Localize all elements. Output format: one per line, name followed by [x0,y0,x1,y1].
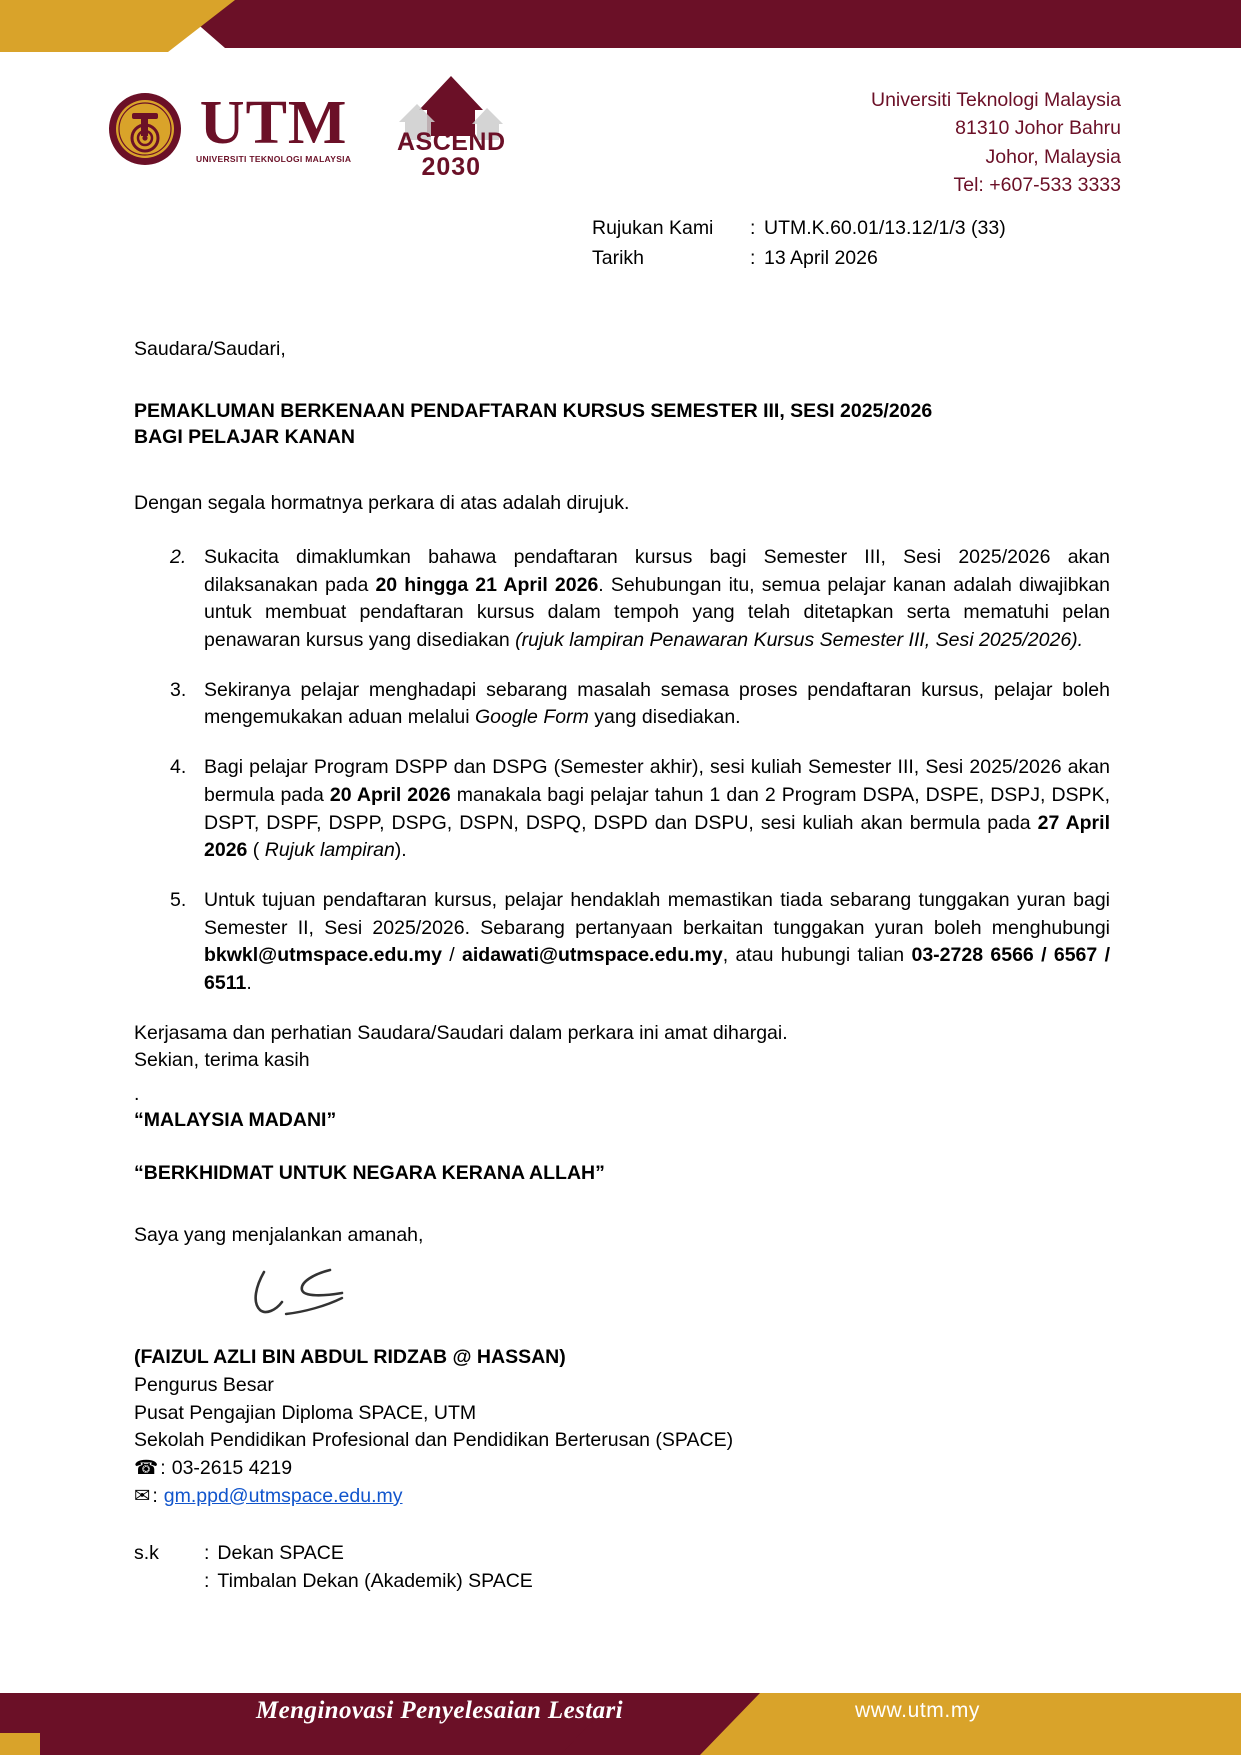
signer-email-row [134,1483,1110,1511]
item-text-part: Sekiranya pelajar menghadapi sebarang masalah semasa proses pendaftaran kursus, pelajar boleh mengemukakan aduan melalui [204,678,1110,729]
phone-separator: : [160,1457,166,1479]
item-text-part: bkwkl@utmspace.edu.my [204,944,442,967]
reference-separator: : [750,217,756,239]
cc-label: s.k [134,1542,159,1565]
utm-wordmark-subtitle: UNIVERSITI TEKNOLOGI MALAYSIA [196,153,352,164]
ascend-year-label: 2030 [421,153,482,181]
item-text-part: Sukacita dimaklumkan bahawa pendaftaran kursus bagi Semester III, Sesi 2025/2026 akan dilaksanakan pada [204,546,1110,596]
signer-name: (FAIZUL AZLI BIN ABDUL RIDZAB @ HASSAN) [134,1346,566,1369]
signer-email-link[interactable]: gm.ppd@utmspace.edu.my [163,1484,403,1507]
ascend-2030-logo [387,74,515,184]
letter-body [134,336,1110,1596]
handwritten-signature [230,1264,1110,1333]
item-number: 4. [170,756,187,779]
slogan-malaysia-madani: “MALAYSIA MADANI” [134,1108,337,1131]
numbered-item [134,677,1110,732]
institution-address [871,86,1121,199]
item-text-part: 20 April 2026 [329,783,451,806]
cc-row-1 [134,1540,1110,1568]
cc-separator-1: : [204,1542,210,1565]
numbered-items-list [134,544,1110,998]
logo-group [108,74,515,184]
numbered-item [134,887,1110,998]
numbered-item [134,754,1110,865]
signer-school: Sekolah Pendidikan Profesional dan Pendidikan Berterusan (SPACE) [134,1429,734,1452]
cc-block [134,1540,1110,1595]
slogan-berkhidmat: “BERKHIDMAT UNTUK NEGARA KERANA ALLAH” [134,1162,605,1185]
salutation: Saudara/Saudari, [134,338,286,360]
item-text-part: ( [247,839,265,862]
amanah-line: Saya yang menjalankan amanah, [134,1223,424,1246]
cc-row-2 [134,1568,1110,1596]
reference-block [592,214,1006,273]
footer-slogan: Menginovasi Penyelesaian Lestari [256,1697,623,1724]
cc-recipient-1: Dekan SPACE [217,1542,344,1565]
item-number: 3. [170,678,187,701]
footer-url: www.utm.my [855,1699,981,1722]
address-line-3: Johor, Malaysia [985,145,1121,168]
ascend-label: ASCEND [396,128,506,156]
subject-line-1: PEMAKLUMAN BERKENAAN PENDAFTARAN KURSUS SEMESTER III, SESI 2025/2026 [134,399,933,422]
numbered-item [134,544,1110,655]
item-text-part: 27 April 2026 [204,811,1110,862]
reference-number-row [592,214,1006,244]
subject-line-2: BAGI PELAJAR KANAN [134,426,356,448]
telephone-icon: ☎ [134,1457,159,1479]
signer-phone: 03-2615 4219 [171,1457,293,1479]
envelope-icon: ✉ [134,1484,151,1507]
item-text-part: aidawati@utmspace.edu.my [462,944,723,967]
cc-label-spacer [134,1568,204,1596]
cc-separator-2: : [204,1570,210,1593]
utm-wordmark-letters: UTM [199,89,348,158]
item-text-part: yang disediakan. [588,706,741,729]
item-text-part: . [246,971,252,994]
date-separator: : [750,246,756,269]
item-text-part: (rujuk lampiran Penawaran Kursus Semester III, Sesi 2025/2026). [515,629,1084,652]
reference-label: Rujukan Kami [592,217,714,239]
signer-phone-row [134,1455,1110,1483]
address-line-4: Tel: +607-533 3333 [953,173,1121,196]
date-row [592,244,1006,274]
item-text-part: ). [394,839,407,862]
item-text-part: Untuk tujuan pendaftaran kursus, pelajar hendaklah memastikan tiada sebarang tunggakan yuran bagi Semester II, Sesi 2025/2026. Sebarang pertanyaan berkaitan tunggakan yuran boleh menghubungi [204,888,1110,939]
header-banner [0,0,1241,60]
item-text-part: 20 hingga 21 April 2026 [375,573,599,596]
subject-title [134,398,1110,451]
closing-line-1: Kerjasama dan perhatian Saudara/Saudari dalam perkara ini amat dihargai. [134,1021,788,1044]
date-value: 13 April 2026 [764,246,878,269]
item-text-part: / [441,944,463,967]
address-line-2: 81310 Johor Bahru [955,117,1121,140]
item-text-part: . Sehubungan itu, semua pelajar kanan adalah diwajibkan untuk membuat pendaftaran kursus dalam tempoh yang telah ditetapkan serta mematuhi pelan penawaran kursus yang disediakan [204,573,1110,652]
item-text-part: Google Form [475,706,589,729]
letterhead [0,72,1241,202]
item-text-part: 03-2728 6566 / 6567 / 6511 [204,944,1110,994]
item-text-part: , atau hubungi talian [722,944,912,967]
reference-value: UTM.K.60.01/13.12/1/3 (33) [764,217,1006,239]
signer-unit: Pusat Pengajian Diploma SPACE, UTM [134,1401,477,1424]
item-text-part: Bagi pelajar Program DSPP dan DSPG (Semester akhir), sesi kuliah Semester III, Sesi 2025/2026 akan bermula pada [204,756,1110,806]
address-line-1: Universiti Teknologi Malaysia [871,89,1121,111]
cc-recipient-2: Timbalan Dekan (Akademik) SPACE [217,1570,533,1593]
stray-dot: . [134,1083,140,1105]
item-text-part: Rujuk lampiran [264,839,395,862]
closing-line-2: Sekian, terima kasih [134,1049,310,1072]
date-label: Tarikh [592,246,645,269]
utm-seal-icon [108,92,182,166]
utm-wordmark [196,89,352,164]
item-number: 5. [170,888,187,911]
intro-paragraph: Dengan segala hormatnya perkara di atas adalah dirujuk. [134,492,630,515]
item-number: 2. [170,546,187,568]
email-separator: : [152,1484,158,1507]
footer-text-group [0,1647,1241,1755]
item-text-part: manakala bagi pelajar tahun 1 dan 2 Program DSPA, DSPE, DSPJ, DSPK, DSPT, DSPF, DSPP, DSPG, DSPN, DSPQ, DSPD dan DSPU, sesi kuliah akan bermula pada [204,783,1110,834]
signer-position: Pengurus Besar [134,1373,274,1396]
